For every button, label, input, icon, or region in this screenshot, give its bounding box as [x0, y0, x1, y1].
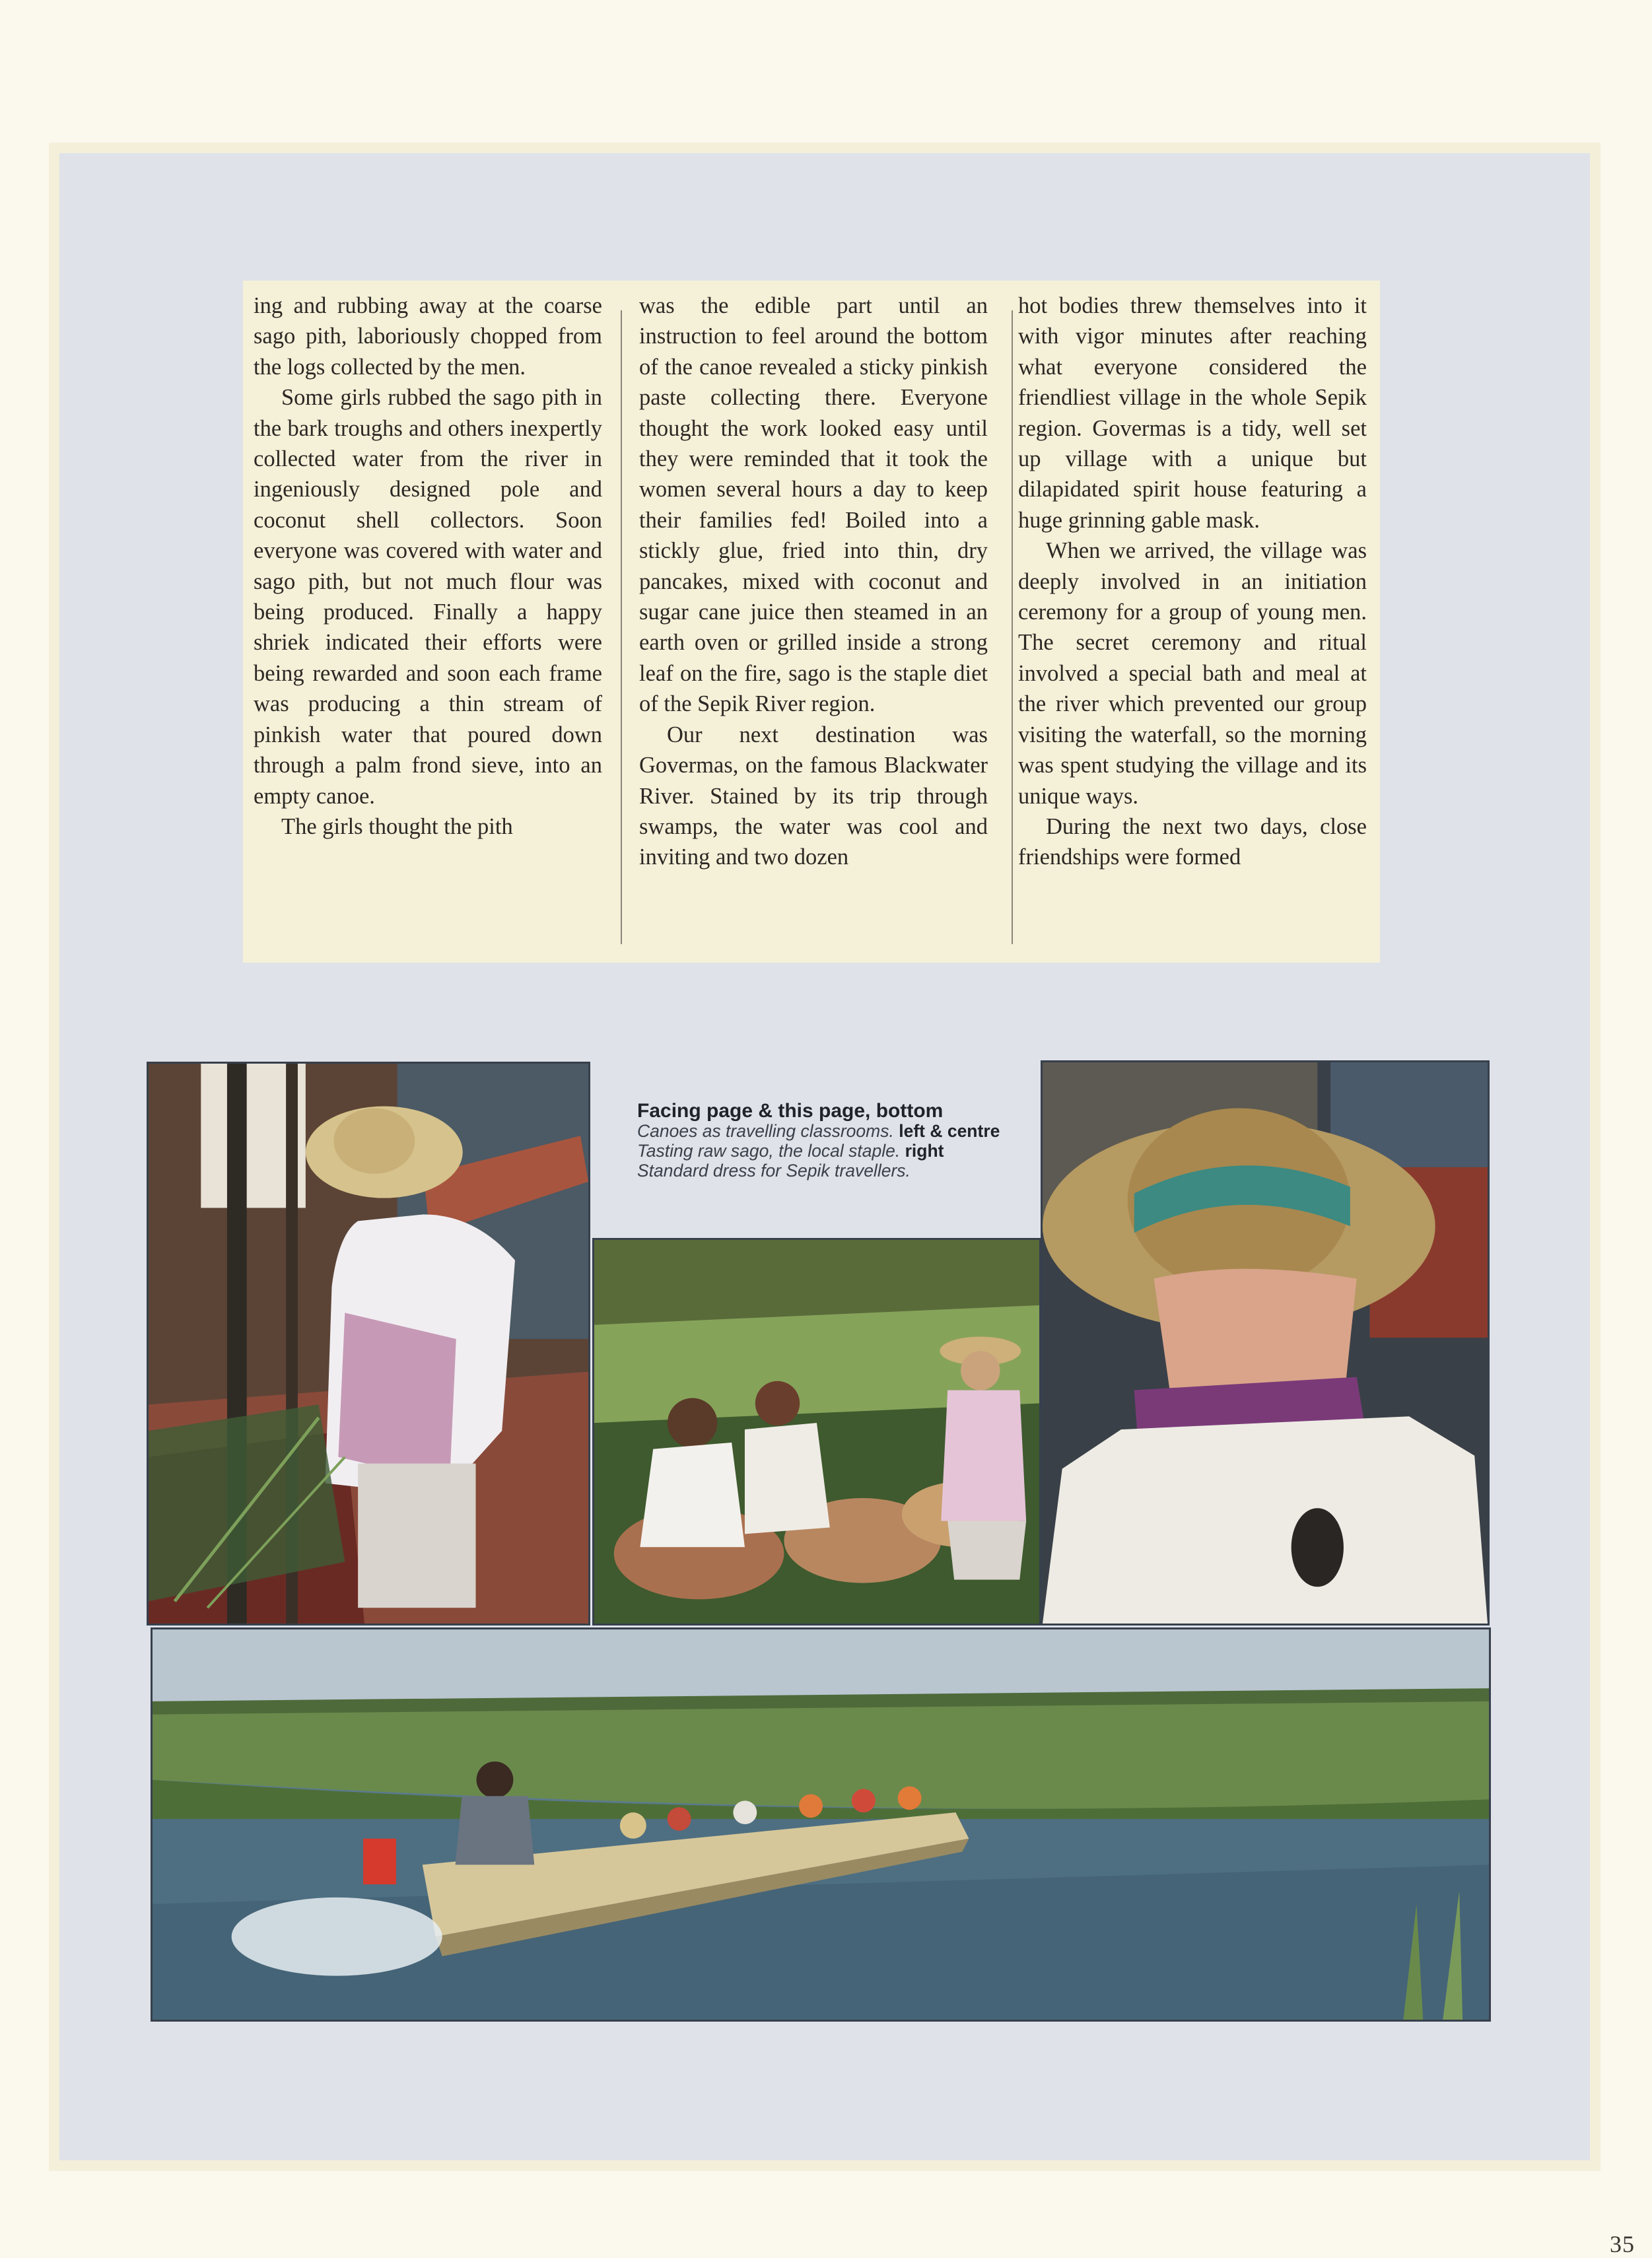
column-divider [1012, 310, 1013, 944]
caption-text: Standard dress for Sepik travellers. [637, 1161, 911, 1180]
photo-sepik-traveller [1041, 1060, 1490, 1625]
column-divider [621, 310, 622, 944]
caption-label: right [905, 1141, 944, 1161]
paragraph: When we arrived, the village was deeply involved in an initiation ceremony for a group of young men. The secret ceremony and ritual involved a special bath and meal at the river which prevented our group visiting the waterfall, so the morning was spent studying the village and its unique ways. [1018, 538, 1367, 809]
paragraph: The girls thought the pith [281, 813, 513, 839]
paragraph: hot bodies threw themselves into it with vigor minutes after reaching what everyone considered the friendliest village in the whole Sepik region. Govermas is a tidy, well set up village with a unique but dilapidated spirit house featuring a huge grinning gable mask. [1018, 293, 1367, 533]
paragraph: Some girls rubbed the sago pith in the bark troughs and others inexpertly collected water from the river in ingeniously designed pole and coconut shell collectors. Soon everyone was covered with water and sago pith, but not much flour was being produced. Finally a happy shriek indicated their efforts were being rewarded and soon each frame was producing a thin stream of pinkish water that poured down through a palm frond sieve, into an empty canoe. [254, 385, 602, 809]
paragraph: During the next two days, close friendships were formed [1018, 813, 1367, 870]
caption-text: Canoes as travelling classrooms. [637, 1121, 894, 1141]
paragraph: ing and rubbing away at the coarse sago pith, laboriously chopped from the logs collected by the men. [254, 293, 602, 380]
caption-text: Tasting raw sago, the local staple. [637, 1141, 901, 1161]
paragraph: was the edible part until an instruction to feel around the bottom of the canoe revealed a sticky pinkish paste collecting there. Everyone thought the work looked easy until they were reminded that it took the women several hours a day to keep their families fed! Boiled into a stickly glue, fried into thin, dry pancakes, mixed with coconut and sugar cane juice then steamed in an earth oven or grilled inside a strong leaf on the fire, sago is the staple diet of the Sepik River region. [639, 293, 988, 717]
article-column-2 [639, 291, 988, 957]
photo-caption [637, 1101, 1007, 1180]
caption-heading: Facing page & this page, bottom [637, 1100, 944, 1122]
article-column-3 [1018, 291, 1367, 957]
article-column-1 [254, 291, 602, 957]
photo-tasting-sago [592, 1238, 1041, 1625]
photo-canoe-river [151, 1627, 1491, 2022]
photo-sago-rubbing [147, 1062, 590, 1625]
caption-label: left & centre [899, 1121, 1000, 1141]
page-number: 35 [1610, 2231, 1635, 2257]
paragraph: Our next destination was Govermas, on the famous Blackwater River. Stained by its trip through swamps, the water was cool and inviting and two dozen [639, 722, 988, 870]
